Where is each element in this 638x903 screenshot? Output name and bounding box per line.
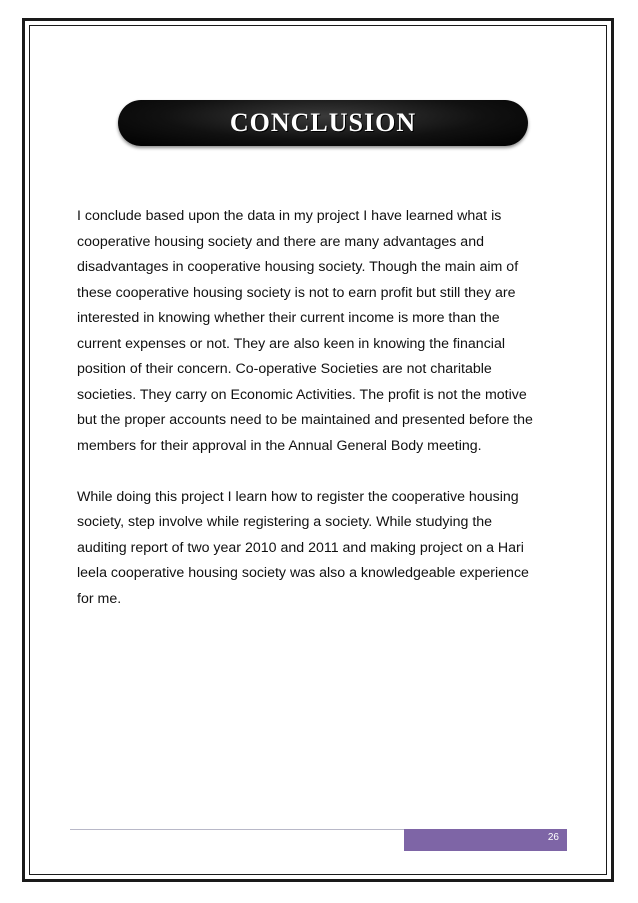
body-text	[77, 204, 567, 612]
text-line: for me.	[77, 590, 122, 607]
text-line: society, step involve while registering a society. While studying the	[77, 514, 493, 530]
text-line: While doing this project I learn how to register the cooperative housing	[77, 488, 519, 505]
text-line: current expenses or not. They are also keen in knowing the financial	[77, 335, 505, 352]
text-line: societies. They carry on Economic Activities. The profit is not the motive	[77, 386, 527, 403]
text-line: cooperative housing society and there are many advantages and	[77, 233, 484, 250]
paragraph-1	[77, 204, 567, 459]
text-line: position of their concern. Co-operative Societies are not charitable	[77, 361, 492, 377]
text-line: these cooperative housing society is not to earn profit but still they are	[77, 284, 516, 301]
text-line: disadvantages in cooperative housing society. Though the main aim of	[77, 259, 519, 275]
text-line: auditing report of two year 2010 and 2011 and making project on a Hari	[77, 539, 524, 556]
text-line: but the proper accounts need to be maintained and presented before the	[77, 412, 533, 428]
page-number: 26	[547, 832, 559, 843]
text-line: interested in knowing whether their current income is more than the	[77, 310, 500, 326]
conclusion-banner	[118, 100, 528, 146]
text-line: I conclude based upon the data in my project I have learned what is	[77, 208, 502, 224]
page-title: CONCLUSION	[229, 108, 417, 137]
text-line: leela cooperative housing society was also a knowledgeable experience	[77, 565, 529, 581]
page-number-badge	[404, 829, 567, 851]
text-line: members for their approval in the Annual General Body meeting.	[77, 437, 482, 454]
paragraph-2	[77, 485, 567, 613]
